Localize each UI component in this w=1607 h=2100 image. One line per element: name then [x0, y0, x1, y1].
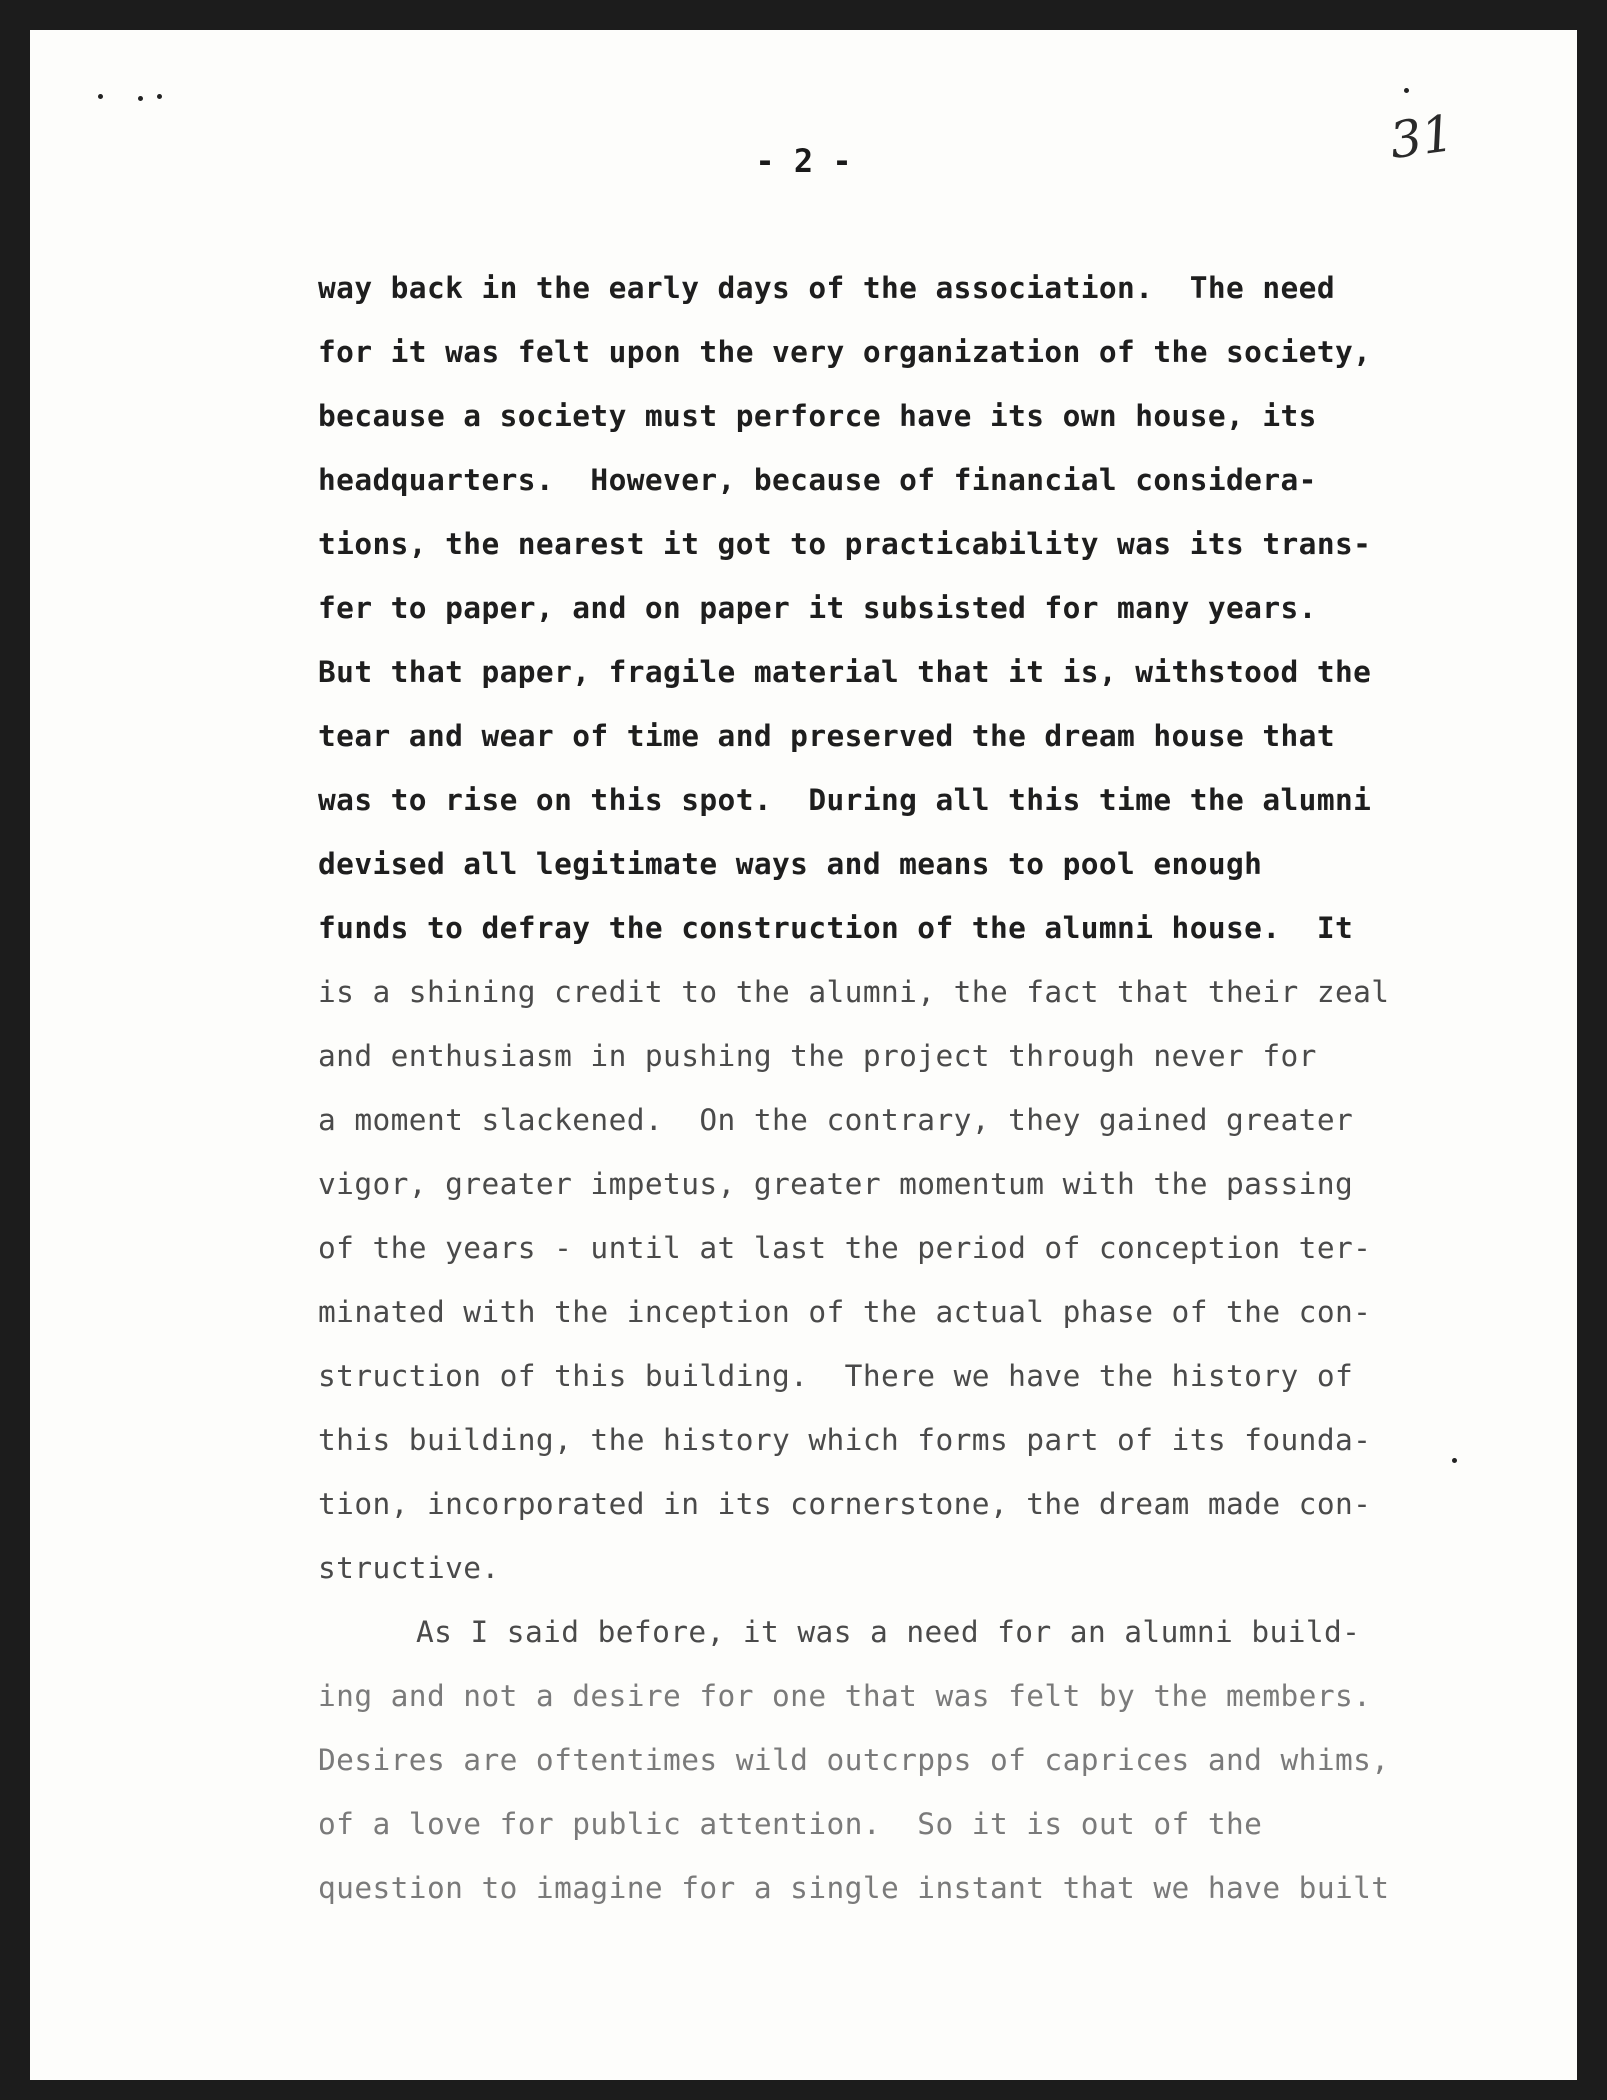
body-line: struction of this building. There we have the history of — [318, 1359, 1354, 1393]
body-line: question to imagine for a single instant that we have built — [318, 1871, 1390, 1905]
body-line: tion, incorporated in its cornerstone, the dream made con- — [318, 1487, 1372, 1521]
body-line: minated with the inception of the actual phase of the con- — [318, 1295, 1372, 1329]
body-line: funds to defray the construction of the alumni house. It — [318, 911, 1354, 945]
body-line: of the years - until at last the period of conception ter- — [318, 1231, 1372, 1265]
body-line: But that paper, fragile material that it is, withstood the — [318, 655, 1372, 689]
body-line: and enthusiasm in pushing the project through never for — [318, 1039, 1317, 1073]
body-line: was to rise on this spot. During all this time the alumni — [318, 783, 1372, 817]
body-line: because a society must perforce have its own house, its — [318, 399, 1317, 433]
body-line: Desires are oftentimes wild outcrpps of caprices and whims, — [318, 1743, 1390, 1777]
body-line: structive. — [318, 1551, 500, 1585]
page-number: - 2 - — [755, 142, 852, 180]
body-line: headquarters. However, because of financial considera- — [318, 463, 1317, 497]
body-line: for it was felt upon the very organization of the society, — [318, 335, 1372, 369]
body-line: way back in the early days of the association. The need — [318, 271, 1335, 305]
margin-mark-dot — [1452, 1458, 1457, 1463]
body-line: devised all legitimate ways and means to pool enough — [318, 847, 1263, 881]
body-line: this building, the history which forms part of its founda- — [318, 1423, 1372, 1457]
body-line: vigor, greater impetus, greater momentum with the passing — [318, 1167, 1354, 1201]
margin-mark-dot — [1404, 88, 1409, 93]
body-line: tions, the nearest it got to practicability was its trans- — [318, 527, 1372, 561]
paragraph-start-line: As I said before, it was a need for an alumni build- — [416, 1615, 1361, 1649]
body-line: ing and not a desire for one that was felt by the members. — [318, 1679, 1372, 1713]
body-line: is a shining credit to the alumni, the fact that their zeal — [318, 975, 1390, 1009]
folio-number-handwritten: 31 — [1386, 103, 1458, 171]
body-line: a moment slackened. On the contrary, they gained greater — [318, 1103, 1354, 1137]
body-line: of a love for public attention. So it is out of the — [318, 1807, 1263, 1841]
margin-mark-dot — [98, 94, 103, 99]
margin-mark-dot — [138, 96, 143, 101]
margin-mark-dot — [157, 94, 162, 99]
body-line: tear and wear of time and preserved the dream house that — [318, 719, 1335, 753]
body-line: fer to paper, and on paper it subsisted for many years. — [318, 591, 1317, 625]
